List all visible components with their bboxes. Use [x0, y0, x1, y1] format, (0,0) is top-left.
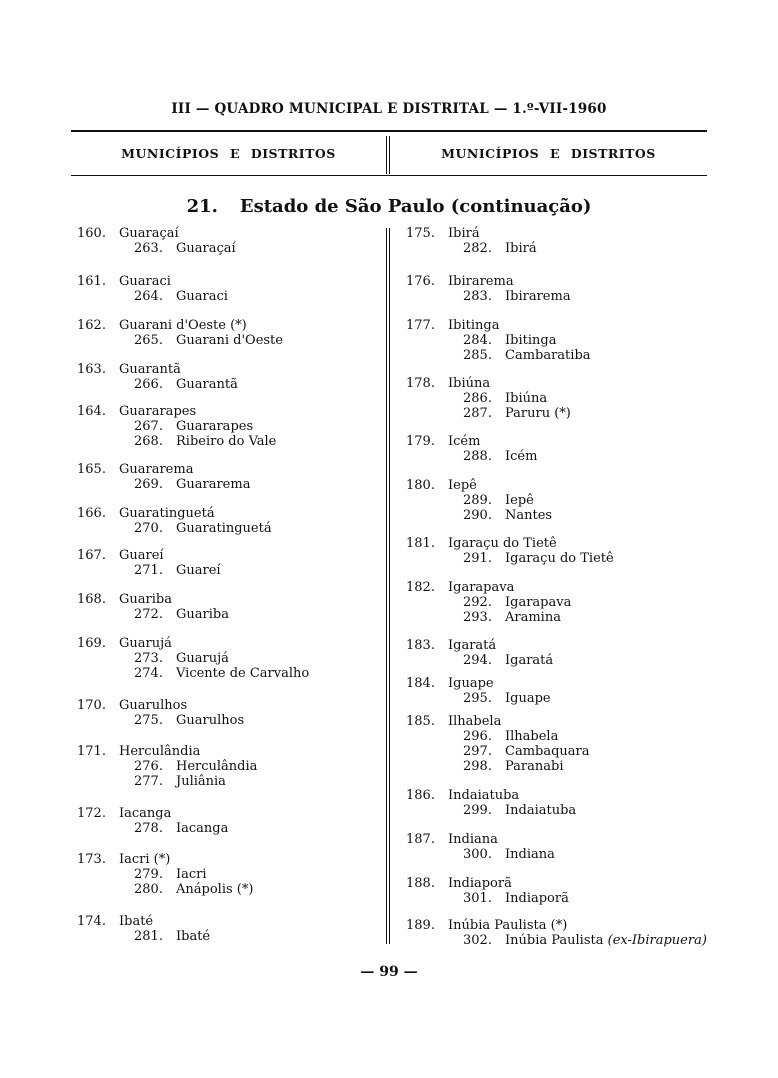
district-name: Guaraci	[176, 289, 228, 304]
municipality-name: Guaratinguetá	[119, 506, 215, 521]
district-number: 296.	[463, 729, 492, 744]
district-number: 282.	[463, 241, 492, 256]
district-name-wrap	[176, 713, 244, 728]
district-number: 267.	[134, 419, 163, 434]
district-name: Guareí	[176, 563, 221, 578]
district-name: Ibirarema	[505, 289, 571, 304]
district-name-wrap	[505, 449, 537, 464]
municipality-number: 166.	[77, 506, 106, 521]
column-header-left: MUNICÍPIOS E DISTRITOS	[121, 146, 336, 161]
district-number: 281.	[134, 929, 163, 944]
district-number: 292.	[463, 595, 492, 610]
municipality-name: Guararema	[119, 462, 194, 477]
municipality-number: 171.	[77, 744, 106, 759]
district-name: Juliânia	[176, 774, 226, 789]
district-name: Iepê	[505, 493, 534, 508]
district-name: Ilhabela	[505, 729, 559, 744]
district-number: 286.	[463, 391, 492, 406]
municipality-number: 175.	[406, 226, 435, 241]
municipality-name: Guarantã	[119, 362, 181, 377]
municipality-name: Indiana	[448, 832, 498, 847]
district-number: 294.	[463, 653, 492, 668]
district-number: 285.	[463, 348, 492, 363]
municipality-number: 186.	[406, 788, 435, 803]
district-number: 278.	[134, 821, 163, 836]
district-name-wrap	[176, 377, 238, 392]
district-name-wrap	[505, 241, 537, 256]
district-number: 287.	[463, 406, 492, 421]
district-name-wrap	[505, 891, 569, 906]
district-name: Herculândia	[176, 759, 258, 774]
district-name: Paranabi	[505, 759, 564, 774]
municipality-name: Iacanga	[119, 806, 172, 821]
district-number: 276.	[134, 759, 163, 774]
district-name-wrap	[505, 653, 553, 668]
municipality-name: Inúbia Paulista (*)	[448, 918, 568, 933]
district-name-wrap	[176, 651, 229, 666]
municipality-number: 179.	[406, 434, 435, 449]
municipality-number: 180.	[406, 478, 435, 493]
header-column-divider	[386, 136, 387, 174]
district-name: Inúbia Paulista	[505, 933, 604, 948]
district-name: Igaraçu do Tietê	[505, 551, 614, 566]
district-name-wrap	[505, 803, 576, 818]
district-name-wrap	[505, 729, 558, 744]
district-number: 300.	[463, 847, 492, 862]
district-number: 293.	[463, 610, 492, 625]
district-number: 272.	[134, 607, 163, 622]
municipality-name: Ibitinga	[448, 318, 500, 333]
municipality-number: 172.	[77, 806, 106, 821]
municipality-name: Guaraçaí	[119, 226, 179, 241]
municipality-number: 168.	[77, 592, 106, 607]
municipality-name: Icém	[448, 434, 481, 449]
district-name-wrap	[505, 551, 614, 566]
district-number: 290.	[463, 508, 492, 523]
district-name-wrap	[176, 477, 250, 492]
municipality-number: 189.	[406, 918, 435, 933]
municipality-name: Indaiatuba	[448, 788, 520, 803]
district-name-wrap	[176, 607, 229, 622]
municipality-number: 184.	[406, 676, 435, 691]
district-name-wrap	[505, 595, 571, 610]
municipality-number: 165.	[77, 462, 106, 477]
district-name: Indiaporã	[505, 891, 569, 906]
municipality-number: 176.	[406, 274, 435, 289]
district-name: Guararapes	[176, 419, 254, 434]
district-name: Guarulhos	[176, 713, 245, 728]
district-name: Ibaté	[176, 929, 211, 944]
district-name-wrap	[176, 774, 226, 789]
district-name-wrap	[176, 333, 283, 348]
district-name-wrap	[176, 521, 272, 536]
district-name: Paruru (*)	[505, 406, 571, 421]
municipality-number: 163.	[77, 362, 106, 377]
municipality-name: Indiaporã	[448, 876, 512, 891]
district-name-wrap	[505, 493, 534, 508]
district-number: 265.	[134, 333, 163, 348]
running-title: III — QUADRO MUNICIPAL E DISTRITAL — 1.º-VII-1960	[171, 101, 607, 117]
municipality-name: Igarapava	[448, 580, 515, 595]
district-name-wrap	[505, 289, 571, 304]
section-heading: Estado de São Paulo (continuação)	[239, 196, 592, 217]
municipality-name: Guariba	[119, 592, 172, 607]
body-column-divider	[386, 228, 387, 944]
district-name-wrap	[505, 406, 571, 421]
district-name: Igaratá	[505, 653, 554, 668]
municipality-number: 185.	[406, 714, 435, 729]
municipality-number: 178.	[406, 376, 435, 391]
district-number: 279.	[134, 867, 163, 882]
district-name-wrap	[176, 882, 253, 897]
district-number: 299.	[463, 803, 492, 818]
district-name-wrap	[505, 391, 547, 406]
municipality-name: Iepê	[448, 478, 477, 493]
district-name: Ibitinga	[505, 333, 557, 348]
district-name-wrap	[505, 348, 591, 363]
body-column-divider-2	[389, 228, 390, 944]
district-name-wrap	[505, 759, 563, 774]
district-name-wrap	[176, 289, 228, 304]
district-number: 269.	[134, 477, 163, 492]
district-number: 275.	[134, 713, 163, 728]
district-name: Guararema	[176, 477, 251, 492]
municipality-number: 160.	[77, 226, 106, 241]
district-name: Iguape	[505, 691, 551, 706]
municipality-name: Ilhabela	[448, 714, 502, 729]
page-number: — 99 —	[360, 964, 418, 980]
district-name-wrap	[176, 821, 228, 836]
municipality-name: Guareí	[119, 548, 164, 563]
district-name-wrap	[505, 333, 556, 348]
district-name: Guarujá	[176, 651, 229, 666]
district-name-wrap	[505, 847, 555, 862]
municipality-name: Ibirarema	[448, 274, 514, 289]
district-name-wrap	[176, 419, 253, 434]
district-number: 273.	[134, 651, 163, 666]
district-name-wrap	[505, 508, 552, 523]
column-header-right: MUNICÍPIOS E DISTRITOS	[441, 146, 656, 161]
district-name: Aramina	[505, 610, 561, 625]
municipality-name: Guarujá	[119, 636, 172, 651]
district-number: 277.	[134, 774, 163, 789]
district-name-wrap	[176, 241, 236, 256]
municipality-name: Ibiúna	[448, 376, 491, 391]
municipality-number: 188.	[406, 876, 435, 891]
municipality-number: 182.	[406, 580, 435, 595]
municipality-name: Guarulhos	[119, 698, 188, 713]
district-number: 266.	[134, 377, 163, 392]
municipality-name: Igaratá	[448, 638, 497, 653]
district-number: 291.	[463, 551, 492, 566]
district-number: 297.	[463, 744, 492, 759]
municipality-number: 170.	[77, 698, 106, 713]
district-name-wrap	[176, 867, 207, 882]
district-number: 268.	[134, 434, 163, 449]
district-number: 289.	[463, 493, 492, 508]
district-number: 264.	[134, 289, 163, 304]
municipality-number: 161.	[77, 274, 106, 289]
municipality-name: Guaraci	[119, 274, 171, 289]
district-number: 270.	[134, 521, 163, 536]
district-name: Anápolis (*)	[176, 882, 254, 897]
section-number: 21.	[186, 196, 218, 217]
district-name-wrap	[176, 666, 309, 681]
district-name: Guarantã	[176, 377, 238, 392]
municipality-number: 183.	[406, 638, 435, 653]
header-bottom-rule	[71, 175, 707, 176]
district-name-wrap	[505, 610, 561, 625]
district-name-wrap	[176, 563, 221, 578]
municipality-name: Iacri (*)	[119, 852, 171, 867]
district-name: Indiana	[505, 847, 555, 862]
municipality-number: 162.	[77, 318, 106, 333]
district-name-wrap	[505, 744, 590, 759]
district-number: 271.	[134, 563, 163, 578]
district-name-wrap	[176, 759, 257, 774]
district-name-wrap	[505, 691, 551, 706]
district-name: Ibiúna	[505, 391, 548, 406]
top-rule-thick	[71, 130, 707, 132]
district-number: 295.	[463, 691, 492, 706]
district-name: Cambaratiba	[505, 348, 591, 363]
district-name: Icém	[505, 449, 538, 464]
district-number: 280.	[134, 882, 163, 897]
district-name: Ribeiro do Vale	[176, 434, 277, 449]
district-name: Guariba	[176, 607, 229, 622]
district-number: 274.	[134, 666, 163, 681]
district-name: Indaiatuba	[505, 803, 577, 818]
district-number: 301.	[463, 891, 492, 906]
district-name-wrap	[176, 929, 210, 944]
municipality-number: 164.	[77, 404, 106, 419]
municipality-name: Iguape	[448, 676, 494, 691]
district-name: Ibirá	[505, 241, 537, 256]
district-name: Guaraçaí	[176, 241, 236, 256]
municipality-number: 169.	[77, 636, 106, 651]
municipality-number: 167.	[77, 548, 106, 563]
district-number: 263.	[134, 241, 163, 256]
municipality-name: Igaraçu do Tietê	[448, 536, 557, 551]
municipality-number: 173.	[77, 852, 106, 867]
municipality-number: 181.	[406, 536, 435, 551]
municipality-number: 187.	[406, 832, 435, 847]
district-number: 283.	[463, 289, 492, 304]
district-name: Nantes	[505, 508, 553, 523]
district-former-name: (ex-Ibirapuera)	[607, 933, 707, 948]
district-name: Guarani d'Oeste	[176, 333, 283, 348]
municipality-number: 177.	[406, 318, 435, 333]
district-name: Iacanga	[176, 821, 229, 836]
district-name: Igarapava	[505, 595, 572, 610]
municipality-name: Ibaté	[119, 914, 154, 929]
district-name: Guaratinguetá	[176, 521, 272, 536]
municipality-name: Herculândia	[119, 744, 201, 759]
municipality-name: Ibirá	[448, 226, 480, 241]
district-name-wrap	[505, 933, 707, 948]
district-number: 298.	[463, 759, 492, 774]
district-number: 302.	[463, 933, 492, 948]
section-title	[0, 196, 778, 217]
municipality-name: Guarani d'Oeste (*)	[119, 318, 247, 333]
municipality-number: 174.	[77, 914, 106, 929]
district-name: Cambaquara	[505, 744, 590, 759]
district-name: Iacri	[176, 867, 207, 882]
district-number: 284.	[463, 333, 492, 348]
district-name-wrap	[176, 434, 276, 449]
district-number: 288.	[463, 449, 492, 464]
municipality-name: Guararapes	[119, 404, 197, 419]
district-name: Vicente de Carvalho	[176, 666, 310, 681]
